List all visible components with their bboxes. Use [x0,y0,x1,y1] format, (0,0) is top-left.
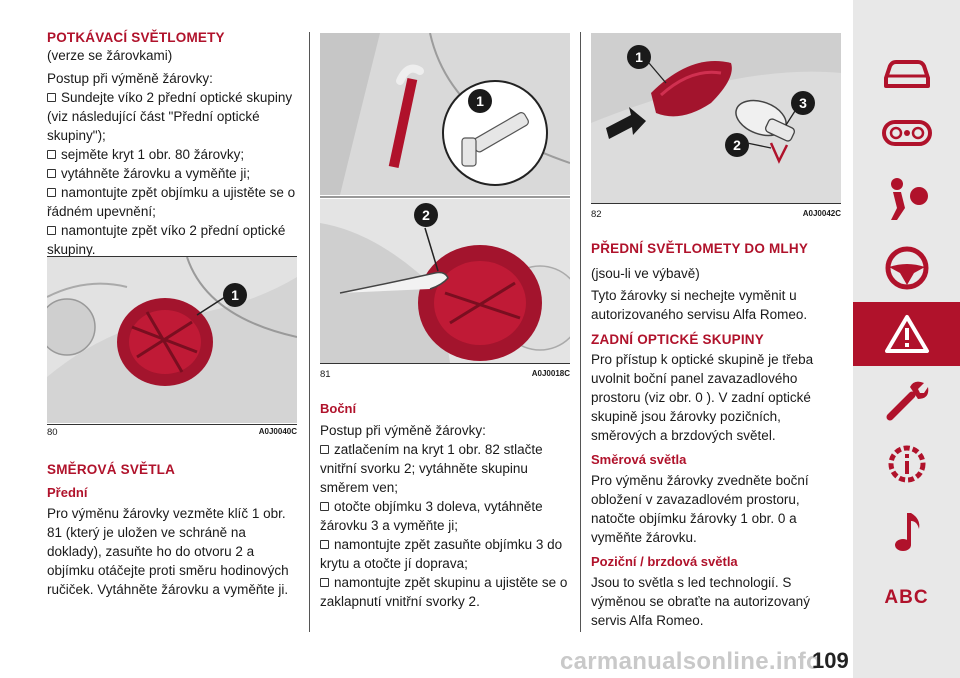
column-divider [309,32,310,632]
checkbox-bullet-icon [320,445,329,454]
figure-81-caption [320,369,570,380]
figure-label-1: 1 [476,93,484,109]
figure-80-illustration [47,257,297,423]
page-number: 109 [812,648,849,673]
figure-number: 82 [591,209,602,220]
figure-81 [320,33,570,364]
checkbox-bullet-icon [47,93,56,102]
front-turn-signal-text: Pro výměnu žárovky vezměte klíč 1 obr. 81 (který je uložen ve schráně na doklady), zasuňte ho do otvoru 2 a objímku otáčejte proti směru hodinových ručiček. Vytáhněte žárovku a vyměňte ji. [47,506,289,597]
dashboard-icon[interactable] [853,108,960,158]
position-brake-text: Jsou to světla s led technologií. S výměnou se obraťte na autorizovaný servis Alfa Romeo. [591,575,810,628]
subheading-rear-turn: Směrová světla [591,452,687,467]
step-item: zatlačením na kryt 1 obr. 82 stlačte vnitřní svorku 2; vytáhněte skupinu směrem ven; [320,442,543,495]
section-heading-turn-signals: SMĚROVÁ SVĚTLA [47,462,176,477]
checkbox-bullet-icon [47,150,56,159]
abc-label: ABC [884,587,929,608]
figure-label-3: 3 [799,95,807,111]
figure-82 [591,33,841,204]
fog-lights-text: Tyto žárovky si nechejte vyměnit u autorizovaného servisu Alfa Romeo. [591,288,808,322]
column-1 [47,30,297,259]
figure-label-2: 2 [733,137,741,153]
column-3 [591,241,841,630]
subheading-front: Přední [47,485,88,500]
figure-80 [47,256,297,425]
checkbox-bullet-icon [47,226,56,235]
step-item: vytáhněte žárovku a vyměňte ji; [47,164,297,183]
step-item: namontujte zpět víko 2 přední optické skupiny. [47,223,286,257]
column-2 [320,400,570,611]
column-1-lower [47,462,297,599]
figure-81-illustration [320,33,570,363]
checkbox-bullet-icon [320,502,329,511]
figure-80-caption [47,427,297,438]
steering-wheel-icon[interactable] [853,238,960,298]
step-item: namontujte zpět zasuňte objímku 3 do krytu a otočte jí doprava; [320,537,563,571]
step-item: Sundejte víko 2 přední optické skupiny (viz následující část "Přední optické skupiny"); [47,90,293,143]
rear-turn-text: Pro výměnu žárovky zvedněte boční obložení v zavazadlovém prostoru, natočte objímku žárovky 1 obr. 0 a vyměňte žárovku. [591,473,809,545]
rear-lights-text: Pro přístup k optické skupině je třeba uvolnit boční panel zavazadlového prostoru (viz obr. 0 ). V zadní optické skupině jsou žárovky pozičních, směrových a brzdových světel. [591,352,814,443]
figure-code: A0J0042C [802,209,841,218]
section-heading-low-beam: POTKÁVACÍ SVĚTLOMETY [47,30,225,45]
step-item: namontujte zpět objímku a ujistěte se o řádném upevnění; [47,185,296,219]
figure-code: A0J0018C [531,369,570,378]
column-divider [580,32,581,632]
checkbox-bullet-icon [320,578,329,587]
subheading-position-brake: Poziční / brzdová světla [591,554,738,569]
section-heading-rear-lights: ZADNÍ OPTICKÉ SKUPINY [591,332,764,347]
watermark-text: carmanualsonline.info [560,648,822,675]
figure-label-1: 1 [231,287,239,303]
figure-number: 81 [320,369,331,380]
step-item: namontujte zpět skupinu a ujistěte se o zaklapnutí vnitřní svorky 2. [320,575,568,609]
fog-lights-availability: (jsou-li ve výbavě) [591,266,700,281]
checkbox-bullet-icon [320,540,329,549]
seat-airbag-icon[interactable] [853,170,960,230]
abc-index[interactable] [853,578,960,618]
checkbox-bullet-icon [47,188,56,197]
chapter-sidebar [853,0,960,678]
wrench-icon[interactable] [853,370,960,430]
figure-82-illustration [591,33,841,203]
info-gear-icon[interactable] [853,434,960,494]
side-intro: Postup při výměně žárovky: [320,423,486,438]
figure-label-1: 1 [635,49,643,65]
subheading-side: Boční [320,401,357,416]
car-icon[interactable] [853,44,960,104]
step-item: otočte objímku 3 doleva, vytáhněte žárovku 3 a vyměňte ji; [320,499,543,533]
figure-number: 80 [47,427,58,438]
figure-82-caption [591,209,841,220]
section-heading-fog-lights: PŘEDNÍ SVĚTLOMETY DO MLHY [591,241,809,256]
low-beam-intro: Postup při výměně žárovky: [47,71,213,86]
step-item: sejměte kryt 1 obr. 80 žárovky; [47,145,297,164]
music-note-icon[interactable] [853,502,960,562]
figure-code: A0J0040C [258,427,297,436]
figure-label-2: 2 [422,207,430,223]
warning-triangle-icon[interactable] [853,302,960,366]
low-beam-subtitle: (verze se žárovkami) [47,48,173,63]
checkbox-bullet-icon [47,169,56,178]
